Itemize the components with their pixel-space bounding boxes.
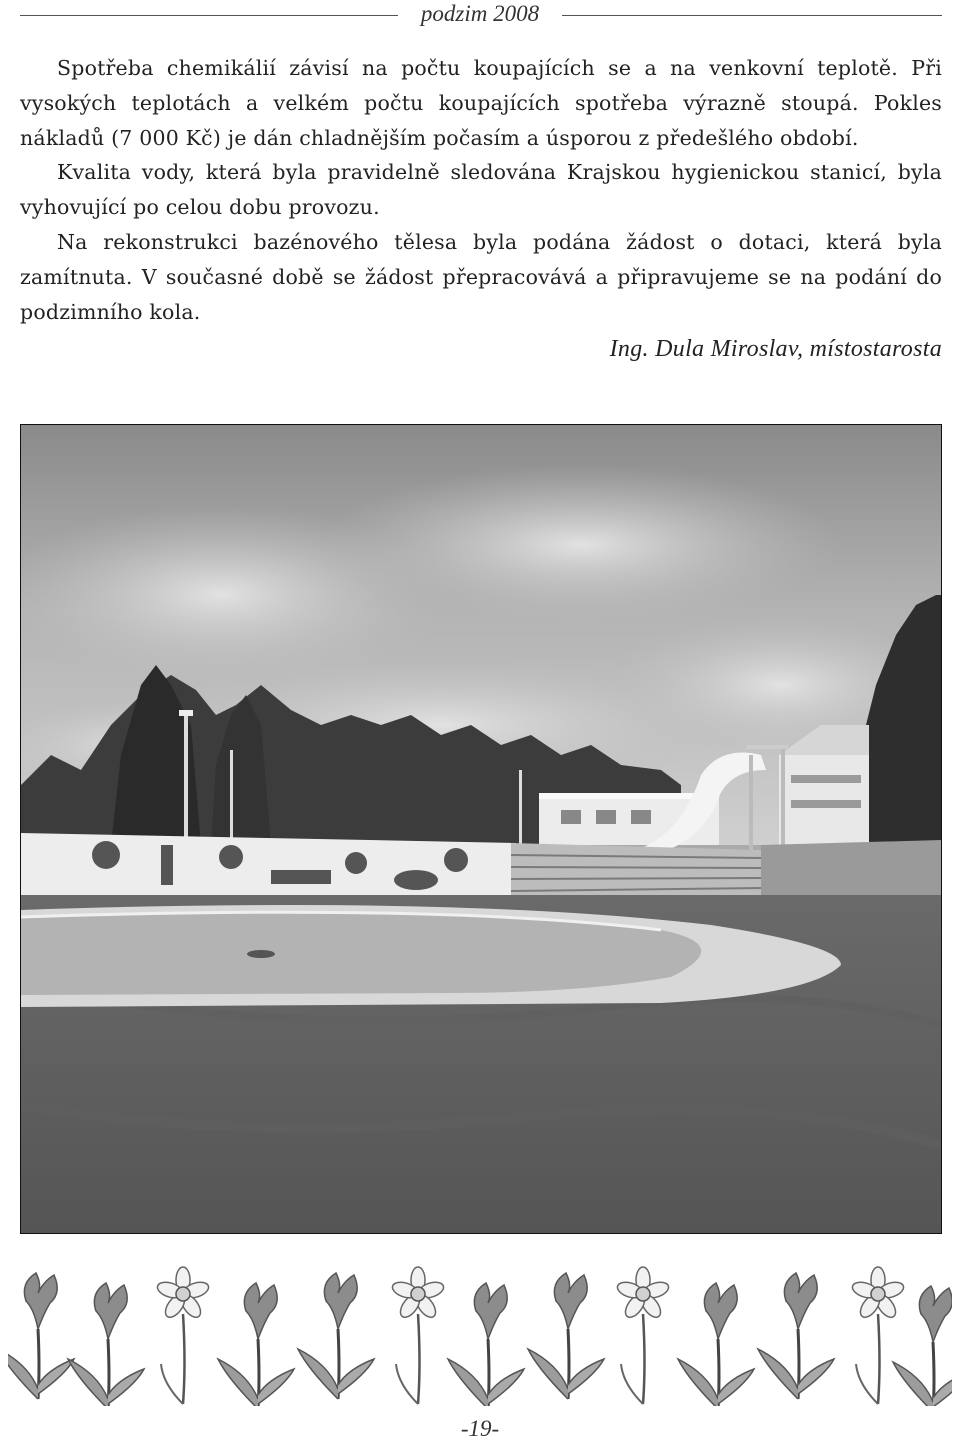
page-number: -19-	[460, 1416, 500, 1441]
tulip-daffodil-border	[8, 1256, 952, 1406]
signature: Ing. Dula Miroslav, místostarosta	[609, 336, 942, 363]
issue-label: podzim 2008	[420, 1, 540, 26]
paragraph-reconstruction: Na rekonstrukci bazénového tělesa byla podána žádost o dotaci, která byla zamítnuta. V současné době se žádost přepracovává a připravujeme se na podání do podzimního kola.	[20, 229, 942, 324]
outdoor-pool-photo	[20, 424, 942, 1234]
header-rule-left	[20, 15, 398, 16]
header-rule-right	[562, 15, 942, 16]
paragraph-chemicals: Spotřeba chemikálií závisí na počtu koupajících se a na venkovní teplotě. Při vysokých teplotách a velkém počtu koupajících spotřeba výrazně stoupá. Pokles nákladů (7 000 Kč) je dán chladnějším počasím a úsporou z předešlého období.	[20, 56, 942, 150]
paragraph-water-quality: Kvalita vody, která byla pravidelně sledována Krajskou hygienickou stanicí, byla vyhovující po celou dobu provozu.	[20, 160, 942, 220]
page-header	[0, 0, 960, 30]
article	[20, 51, 942, 367]
